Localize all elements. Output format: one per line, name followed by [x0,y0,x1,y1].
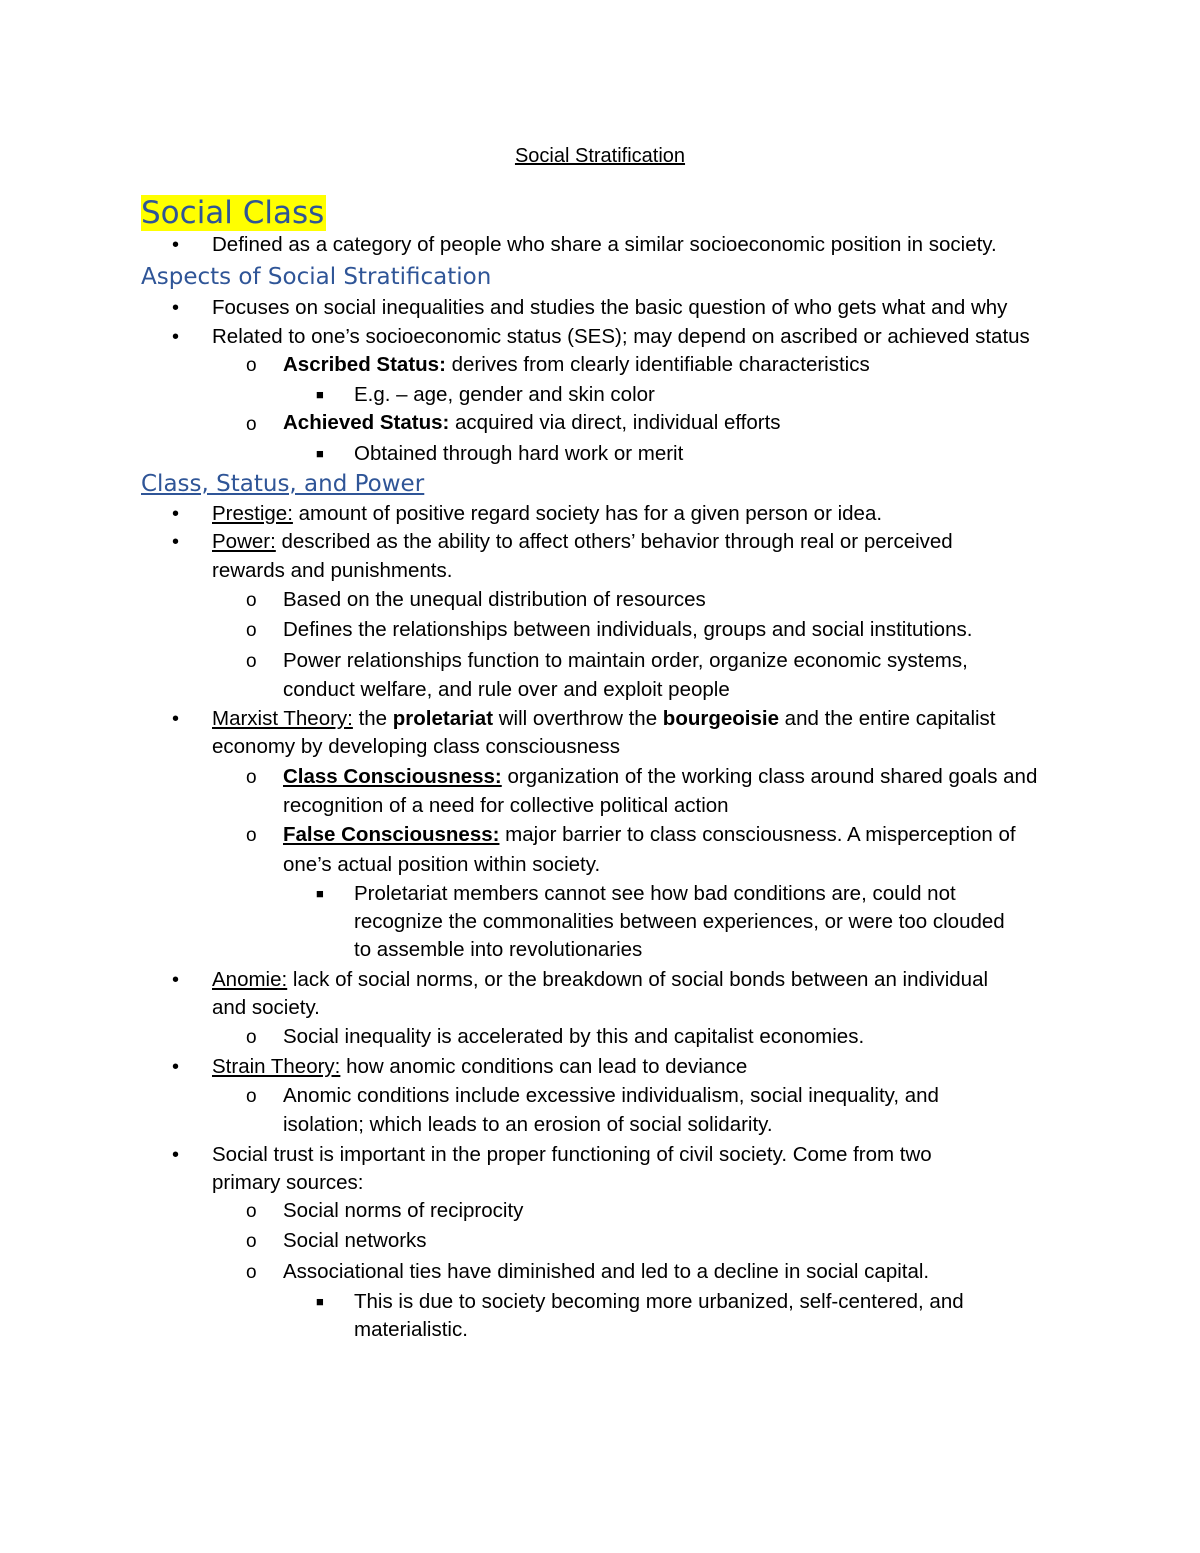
bullet-marker: • [172,531,180,553]
list-item-continuation: conduct welfare, and rule over and exploit people [283,678,730,701]
circle-marker: o [246,1086,257,1107]
circle-marker: o [246,1201,257,1222]
list-item: This is due to society becoming more urbanized, self-centered, and [354,1290,964,1313]
list-item: False Consciousness: major barrier to class consciousness. A misperception of [283,823,1016,846]
circle-marker: o [246,355,257,376]
heading-class-status-power: Class, Status, and Power [141,471,425,497]
list-item: Class Consciousness: organization of the working class around shared goals and [283,765,1038,788]
list-item: Social norms of reciprocity [283,1199,524,1222]
list-item: Associational ties have diminished and led to a decline in social capital. [283,1260,930,1283]
list-item: Power: described as the ability to affect others’ behavior through real or perceived [212,530,953,553]
list-item: Based on the unequal distribution of resources [283,588,706,611]
bullet-marker: • [172,969,180,991]
list-item-continuation: rewards and punishments. [212,559,453,582]
bullet-marker: • [172,503,180,525]
list-item-continuation: materialistic. [354,1318,468,1341]
list-item-continuation: primary sources: [212,1171,364,1194]
list-item-continuation: one’s actual position within society. [283,853,601,876]
list-item-continuation: and society. [212,996,320,1019]
bullet-marker: • [172,708,180,730]
list-item: Anomic conditions include excessive individualism, social inequality, and [283,1084,939,1107]
list-item: E.g. – age, gender and skin color [354,383,655,406]
circle-marker: o [246,620,257,641]
circle-marker: o [246,651,257,672]
circle-marker: o [246,590,257,611]
bullet-marker: • [172,297,180,319]
circle-marker: o [246,1262,257,1283]
square-marker: ■ [316,1294,324,1309]
bullet-marker: • [172,326,180,348]
list-item-continuation: recognize the commonalities between experiences, or were too clouded [354,910,1005,933]
list-item: Social trust is important in the proper functioning of civil society. Come from two [212,1143,932,1166]
list-item: Proletariat members cannot see how bad conditions are, could not [354,882,956,905]
bullet-marker: • [172,234,180,256]
list-item: Power relationships function to maintain order, organize economic systems, [283,649,968,672]
list-item: Ascribed Status: derives from clearly identifiable characteristics [283,353,870,376]
list-item: Strain Theory: how anomic conditions can lead to deviance [212,1055,748,1078]
list-item: Defined as a category of people who share a similar socioeconomic position in society. [212,233,997,256]
bullet-marker: • [172,1144,180,1166]
list-item: Achieved Status: acquired via direct, individual efforts [283,411,781,434]
circle-marker: o [246,1231,257,1252]
list-item: Defines the relationships between individuals, groups and social institutions. [283,618,973,641]
circle-marker: o [246,414,257,435]
list-item-continuation: isolation; which leads to an erosion of social solidarity. [283,1113,773,1136]
list-item: Prestige: amount of positive regard society has for a given person or idea. [212,502,883,525]
list-item-continuation: to assemble into revolutionaries [354,938,643,961]
heading-social-class: Social Class [141,195,325,231]
list-item: Obtained through hard work or merit [354,442,684,465]
circle-marker: o [246,825,257,846]
bullet-marker: • [172,1056,180,1078]
list-item: Social networks [283,1229,427,1252]
heading-aspects: Aspects of Social Stratification [141,264,492,290]
document-title: Social Stratification [514,145,686,167]
list-item: Focuses on social inequalities and studies the basic question of who gets what and why [212,296,1008,319]
circle-marker: o [246,1027,257,1048]
circle-marker: o [246,767,257,788]
list-item-continuation: recognition of a need for collective political action [283,794,729,817]
square-marker: ■ [316,886,324,901]
square-marker: ■ [316,446,324,461]
square-marker: ■ [316,387,324,402]
list-item: Related to one’s socioeconomic status (SES); may depend on ascribed or achieved status [212,325,1030,348]
list-item: Social inequality is accelerated by this and capitalist economies. [283,1025,865,1048]
list-item: Anomie: lack of social norms, or the breakdown of social bonds between an individual [212,968,989,991]
list-item: Marxist Theory: the proletariat will overthrow the bourgeoisie and the entire capitalist [212,707,996,730]
list-item-continuation: economy by developing class consciousness [212,735,620,758]
